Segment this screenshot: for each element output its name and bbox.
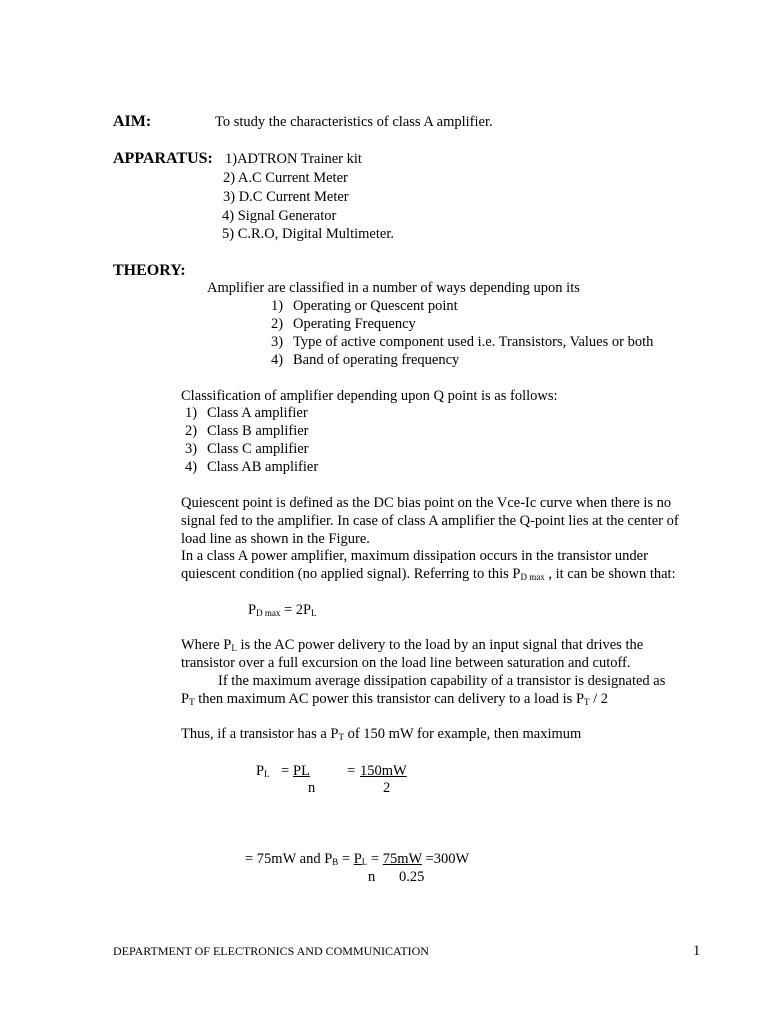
list-number: 1) <box>185 405 198 421</box>
list-number: 3) <box>271 334 284 350</box>
list-item: Operating Frequency <box>293 316 416 332</box>
theory-intro: Amplifier are classified in a number of ways depending upon its <box>207 280 580 296</box>
aim-label: AIM: <box>113 113 152 130</box>
paragraph-line: Where $P_L$ is the AC power delivery to the load by an input signal that drives the <box>181 637 644 653</box>
page-number: 1 <box>693 943 701 959</box>
apparatus-item: 3) D.C Current Meter <box>223 189 349 205</box>
list-item: Type of active component used i.e. Transistors, Values or both <box>293 334 654 350</box>
footer-department: DEPARTMENT OF ELECTRONICS AND COMMUNICATION <box>113 944 429 958</box>
paragraph-line: load line as shown in the Figure. <box>181 531 370 547</box>
list-item: Class B amplifier <box>207 423 309 439</box>
aim-text: To study the characteristics of class A amplifier. <box>215 114 493 130</box>
fraction-numerator: PL <box>293 763 310 779</box>
fraction-denominator: n <box>308 780 316 796</box>
apparatus-label: APPARATUS: <box>113 150 213 167</box>
paragraph-line: signal fed to the amplifier. In case of class A amplifier the Q-point lies at the center of <box>181 513 679 529</box>
apparatus-item: 4) Signal Generator <box>222 208 337 224</box>
list-item: Class AB amplifier <box>207 459 319 475</box>
equals-sign: = <box>281 763 290 779</box>
list-number: 1) <box>271 298 284 314</box>
paragraph-line: Thus, if a transistor has a $P_T$ of 150 mW for example, then maximum <box>181 726 582 742</box>
paragraph-line: In a class A power amplifier, maximum dissipation occurs in the transistor under <box>181 548 648 564</box>
equation-pd-max: $P_{D max} = 2P_L$ <box>248 602 317 618</box>
list-item: Class A amplifier <box>207 405 308 421</box>
list-number: 2) <box>185 423 198 439</box>
apparatus-item: 2) A.C Current Meter <box>223 170 348 186</box>
paragraph-line: $P_T$ then maximum AC power this transistor can delivery to a load is $P_T / 2$ <box>181 691 609 707</box>
list-item: Class C amplifier <box>207 441 309 457</box>
list-number: 3) <box>185 441 198 457</box>
equation-pl: $P_L$ <box>256 763 270 779</box>
apparatus-item: 1)ADTRON Trainer kit <box>225 151 362 167</box>
list-number: 2) <box>271 316 284 332</box>
equals-sign: = <box>347 763 356 779</box>
equation-pb: = 75mW and $P_B = P_L = 75mW =300W$ <box>245 851 470 867</box>
fraction-numerator: 150mW <box>360 763 407 779</box>
list-item: Band of operating frequency <box>293 352 460 368</box>
theory-label: THEORY: <box>113 262 186 279</box>
list-number: 4) <box>271 352 284 368</box>
paragraph-line: quiescent condition (no applied signal). Referring to this $P_{D max}$ , it can be shown that: <box>181 566 676 582</box>
list-item: Operating or Quescent point <box>293 298 458 314</box>
paragraph-line: transistor over a full excursion on the load line between saturation and cutoff. <box>181 655 631 671</box>
apparatus-item: 5) C.R.O, Digital Multimeter. <box>222 226 394 242</box>
list-number: 4) <box>185 459 198 475</box>
fraction-denominator: 2 <box>383 780 391 796</box>
classification-intro: Classification of amplifier depending upon Q point is as follows: <box>181 388 558 404</box>
fraction-denominator: 0.25 <box>399 869 425 885</box>
paragraph-line: If the maximum average dissipation capability of a transistor is designated as <box>218 673 666 689</box>
fraction-denominator: n <box>368 869 376 885</box>
paragraph-line: Quiescent point is defined as the DC bias point on the Vce-Ic curve when there is no <box>181 495 672 511</box>
